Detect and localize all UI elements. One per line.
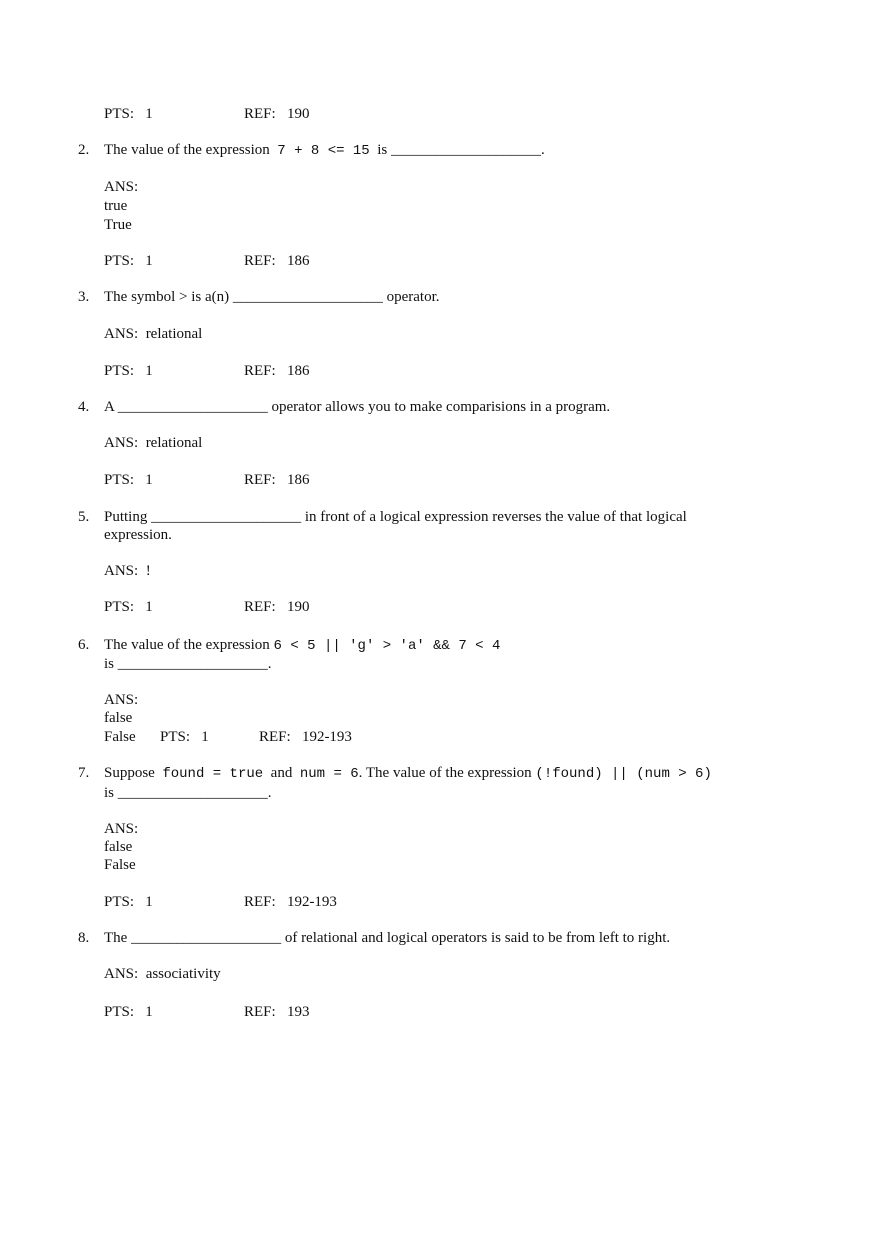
q2-pts: PTS: 1 — [104, 253, 153, 269]
q5-ref: REF: 190 — [244, 599, 310, 615]
q5-question-line2: expression. — [104, 527, 172, 543]
q6-question-line1: The value of the expression 6 < 5 || 'g' > 'a' && 7 < 4 — [104, 637, 501, 654]
q7-question-line1: Suppose found = true and num = 6. The value of the expression (!found) || (num > 6) — [104, 765, 712, 782]
q4-question: A ____________________ operator allows you to make comparisions in a program. — [104, 399, 611, 415]
q7-code-expr: (!found) || (num > 6) — [535, 766, 712, 782]
q7-number: 7. — [78, 765, 90, 781]
q7-question-line2: is ____________________. — [104, 785, 272, 801]
q1-ref: REF: 190 — [244, 106, 310, 122]
q3-question: The symbol > is a(n) ____________________ operator. — [104, 289, 440, 305]
q7-ref: REF: 192-193 — [244, 894, 337, 910]
q6-ans-label: ANS: — [104, 692, 139, 708]
q7-answer-2: False — [104, 857, 136, 873]
q6-pts: PTS: 1 — [160, 729, 209, 745]
q2-ref: REF: 186 — [244, 253, 310, 269]
q8-ref: REF: 193 — [244, 1004, 310, 1020]
q6-answer-1: false — [104, 710, 133, 726]
q5-pts: PTS: 1 — [104, 599, 153, 615]
q2-number: 2. — [78, 142, 90, 158]
q3-ref: REF: 186 — [244, 363, 310, 379]
q5-number: 5. — [78, 509, 90, 525]
q2-ans-label: ANS: — [104, 179, 139, 195]
q4-pts: PTS: 1 — [104, 472, 153, 488]
q8-pts: PTS: 1 — [104, 1004, 153, 1020]
q6-ref: REF: 192-193 — [259, 729, 352, 745]
q7-code-found: found = true — [162, 766, 264, 782]
q5-question-line1: Putting ____________________ in front of a logical expression reverses the value of that logical — [104, 509, 687, 525]
q2-code: 7 + 8 <= 15 — [277, 143, 370, 159]
q6-answer-2: False — [104, 729, 136, 745]
q5-answer: ANS: ! — [104, 563, 151, 579]
q7-code-num: num = 6 — [299, 766, 359, 782]
q6-question-line2: is ____________________. — [104, 656, 272, 672]
q4-answer: ANS: relational — [104, 435, 203, 451]
q8-question: The ____________________ of relational and logical operators is said to be from left to right. — [104, 930, 671, 946]
q6-code: 6 < 5 || 'g' > 'a' && 7 < 4 — [273, 638, 501, 654]
q6-number: 6. — [78, 637, 90, 653]
q8-answer: ANS: associativity — [104, 966, 221, 982]
q4-ref: REF: 186 — [244, 472, 310, 488]
q2-question: The value of the expression 7 + 8 <= 15 is ____________________. — [104, 142, 545, 159]
q1-pts: PTS: 1 — [104, 106, 153, 122]
q8-number: 8. — [78, 930, 90, 946]
q3-answer: ANS: relational — [104, 326, 203, 342]
q7-pts: PTS: 1 — [104, 894, 153, 910]
q7-ans-label: ANS: — [104, 821, 139, 837]
q2-answer-2: True — [104, 217, 132, 233]
q2-answer-1: true — [104, 198, 128, 214]
q3-pts: PTS: 1 — [104, 363, 153, 379]
q7-answer-1: false — [104, 839, 133, 855]
q3-number: 3. — [78, 289, 90, 305]
q4-number: 4. — [78, 399, 90, 415]
